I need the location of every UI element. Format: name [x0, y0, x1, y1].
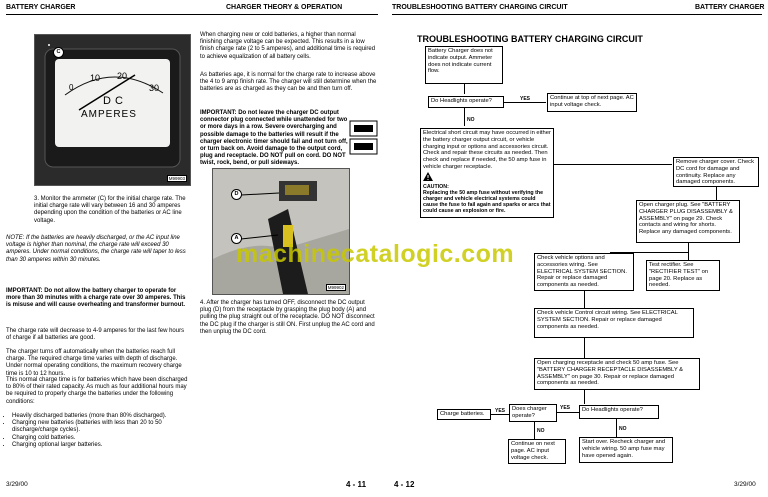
header-right: CHARGER THEORY & OPERATION: [226, 4, 343, 11]
amperes-label: AMPERES: [81, 109, 137, 120]
flow-continue-box-2: Continue on next page. AC input voltage check.: [508, 439, 566, 464]
footer-date: 3/29/00: [734, 481, 756, 488]
important-dc-plug: IMPORTANT: Do not leave the charger DC output connector plug connected while unattended for two or more days in a row. Severe overcharging and possible damage to the batteries will result if the charger electronic timer should fail and not turn off, or turn back on. Avoid damage to the output cord, plug and receptacle. DO NOT pull on cord. DO NOT twist, rock, bend, or pull sideways.: [200, 110, 348, 167]
connector: [534, 422, 535, 439]
connector: [491, 414, 509, 415]
connector: [688, 243, 689, 252]
step-4: 4. After the charger has turned OFF, disconnect the DC output plug (D) from the receptacle by grasping the plug body (A) and pulling the plug straight out of the receptacle. DO NOT disconnect the DC plug if the charger is still ON. First unplug the AC cord and then unplug the DC cord.: [200, 300, 375, 335]
ammeter-photo: [34, 34, 191, 186]
callout-c: C: [53, 47, 64, 58]
connector: [504, 102, 546, 103]
page-number: 4 - 12: [394, 480, 415, 489]
caution-title: CAUTION:: [423, 183, 449, 190]
connector: [716, 187, 717, 200]
flow-headlights-box-1: Do Headlights operate?: [428, 96, 504, 108]
connector: [554, 164, 672, 165]
flow-continue-box-1: Continue at top of next page. AC input voltage check.: [547, 93, 637, 112]
intro-paragraph-1: When charging new or cold batteries, a higher than normal finishing charge voltage can be expected. This results in a low finish charge rate (2 to 5 amperes), and additional time is required to achieve equalization of all battery cells.: [200, 32, 376, 60]
dc-label: DC: [103, 95, 127, 107]
flow-charge-batteries-box: Charge batteries.: [437, 409, 491, 420]
header-left: BATTERY CHARGER: [6, 4, 76, 11]
caution-icon: [423, 172, 433, 181]
connector: [584, 338, 585, 358]
short-circuit-text: Electrical short circuit may have occurred in either the battery charger output circuit, or vehicle charging input or options and accessories circuit. Check and repair these circuits as needed. Then check and replace if needed, the 50 amp fuse in vehicle charger receptacle.: [423, 130, 551, 170]
connector: [584, 390, 585, 404]
flow-start-box: Battery Charger does not indicate output. Ammeter does not indicate current flow.: [425, 46, 503, 84]
caution-text: Replacing the 50 amp fuse without verifying the charger and vehicle electrical systems could cause the fuse to fail again and sparks or arcs that could cause an explosion or fire.: [423, 189, 551, 214]
flow-remove-cover-box: Remove charger cover. Check DC cord for damage and continuity. Replace any damaged components.: [673, 157, 759, 187]
photo-tag-1: M99903: [168, 176, 185, 181]
dc-plug-photo: [212, 168, 350, 295]
no-label: NO: [619, 426, 627, 432]
flow-control-circuit-box: Check vehicle Control circuit wiring. See ELECTRICAL SYSTEM SECTION. Repair or replace damaged components as needed.: [534, 308, 694, 338]
flow-open-plug-box: Open charger plug. See "BATTERY CHARGER PLUG DISASSEMBLY & ASSEMBLY" on page 29. Check contacts and wiring for shorts. Replace any damaged components.: [636, 200, 740, 243]
charger-turns-off: The charger turns off automatically when the batteries reach full charge. The required charge time varies with depth of discharge. Under normal operating conditions, the maximum recovery charge time is 10 to 12 hours.: [6, 349, 182, 377]
page-title: TROUBLESHOOTING BATTERY CHARGING CIRCUIT: [417, 34, 643, 44]
flow-receptacle-box: Open charging receptacle and check 50 amp fuse. See "BATTERY CHARGER RECEPTACLE DISASSEMBLY & ASSEMBLY" on page 30. Repair or replace damaged components as needed.: [534, 358, 700, 390]
no-label: NO: [537, 428, 545, 434]
flow-short-circuit-box: [420, 128, 554, 218]
connector: [464, 108, 465, 126]
watermark: machinecatalogic.com: [236, 240, 515, 268]
conditions-list: [6, 413, 190, 449]
list-item: • Charging new batteries (batteries with less than 20 to 50 discharge/charge cycles).: [12, 420, 190, 434]
charge-rate-decrease: The charge rate will decrease to 4-9 amperes for the last few hours of charge if all batteries are good.: [6, 328, 185, 342]
header-rule: [6, 14, 378, 15]
important-30-minutes: IMPORTANT: Do not allow the battery charger to operate for more than 30 minutes with a charge rate over 30 amperes. This is misuse and will cause overheating and transformer burnout.: [6, 288, 186, 309]
list-item: • Charging cold batteries.: [12, 435, 190, 442]
list-item: • Heavily discharged batteries (more than 80% discharged).: [12, 413, 190, 420]
photo-tag-2: M99902: [327, 285, 344, 290]
step-3: 3. Monitor the ammeter (C) for the initial charge rate. The initial charge rate will vary between 16 and 30 amperes depending upon the condition of the batteries or AC line voltage.: [34, 196, 186, 224]
header-right: BATTERY CHARGER: [695, 4, 765, 11]
connector: [584, 291, 585, 308]
yes-label: YES: [520, 96, 531, 102]
flow-check-options-box: Check vehicle options and accessories wiring. See ELECTRICAL SYSTEM SECTION. Repair or replace damaged components as needed.: [534, 253, 634, 291]
warning-plug-icon: [349, 120, 379, 156]
yes-label: YES: [560, 405, 571, 411]
header-rule: [392, 14, 762, 15]
connector: [688, 252, 689, 260]
scale-30: 30: [149, 83, 160, 93]
scale-0: 0: [69, 83, 74, 92]
intro-paragraph-2: As batteries age, it is normal for the charge rate to increase above the 4 to 9 amp finish rate. The charger will still determine when the batteries are as charged as they can be and then turn off.: [200, 72, 377, 93]
flow-rectifier-box: Test rectifier. See "RECTIFIER TEST" on page 20. Replace as needed.: [646, 260, 720, 291]
note-heavily-discharged: NOTE: If the batteries are heavily discharged, or the AC input line voltage is higher than nominal, the charge rate will exceed 30 amperes. Under normal conditions, the charge rate will taper to less than 30 amperes within 30 minutes.: [6, 235, 186, 263]
yes-label: YES: [495, 408, 506, 414]
connector: [464, 84, 465, 94]
page-number: 4 - 11: [346, 480, 367, 489]
connector: [616, 419, 617, 437]
callout-d: D: [231, 189, 242, 200]
flow-does-charger-box: Does charger operate?: [509, 404, 557, 422]
connector: [557, 412, 579, 413]
header-left: TROUBLESHOOTING BATTERY CHARGING CIRCUIT: [392, 4, 568, 11]
callout-a: A: [231, 233, 242, 244]
dc-plug-illustration: [213, 169, 349, 294]
normal-charge-time: This normal charge time is for batteries which have been discharged to 80% of their rated capacity. As much as four additional hours may be required to properly charge the batteries under the following conditions:: [6, 377, 188, 405]
list-item: • Charging optional larger batteries.: [12, 442, 190, 449]
footer-date: 3/29/00: [6, 481, 28, 488]
no-label: NO: [467, 117, 475, 123]
scale-20: 20: [117, 71, 128, 81]
flow-headlights-box-2: Do Headlights operate?: [579, 405, 659, 419]
flow-start-over-box: Start over. Recheck charger and vehicle wiring. 50 amp fuse may have opened again.: [579, 437, 673, 463]
scale-10: 10: [90, 73, 101, 83]
